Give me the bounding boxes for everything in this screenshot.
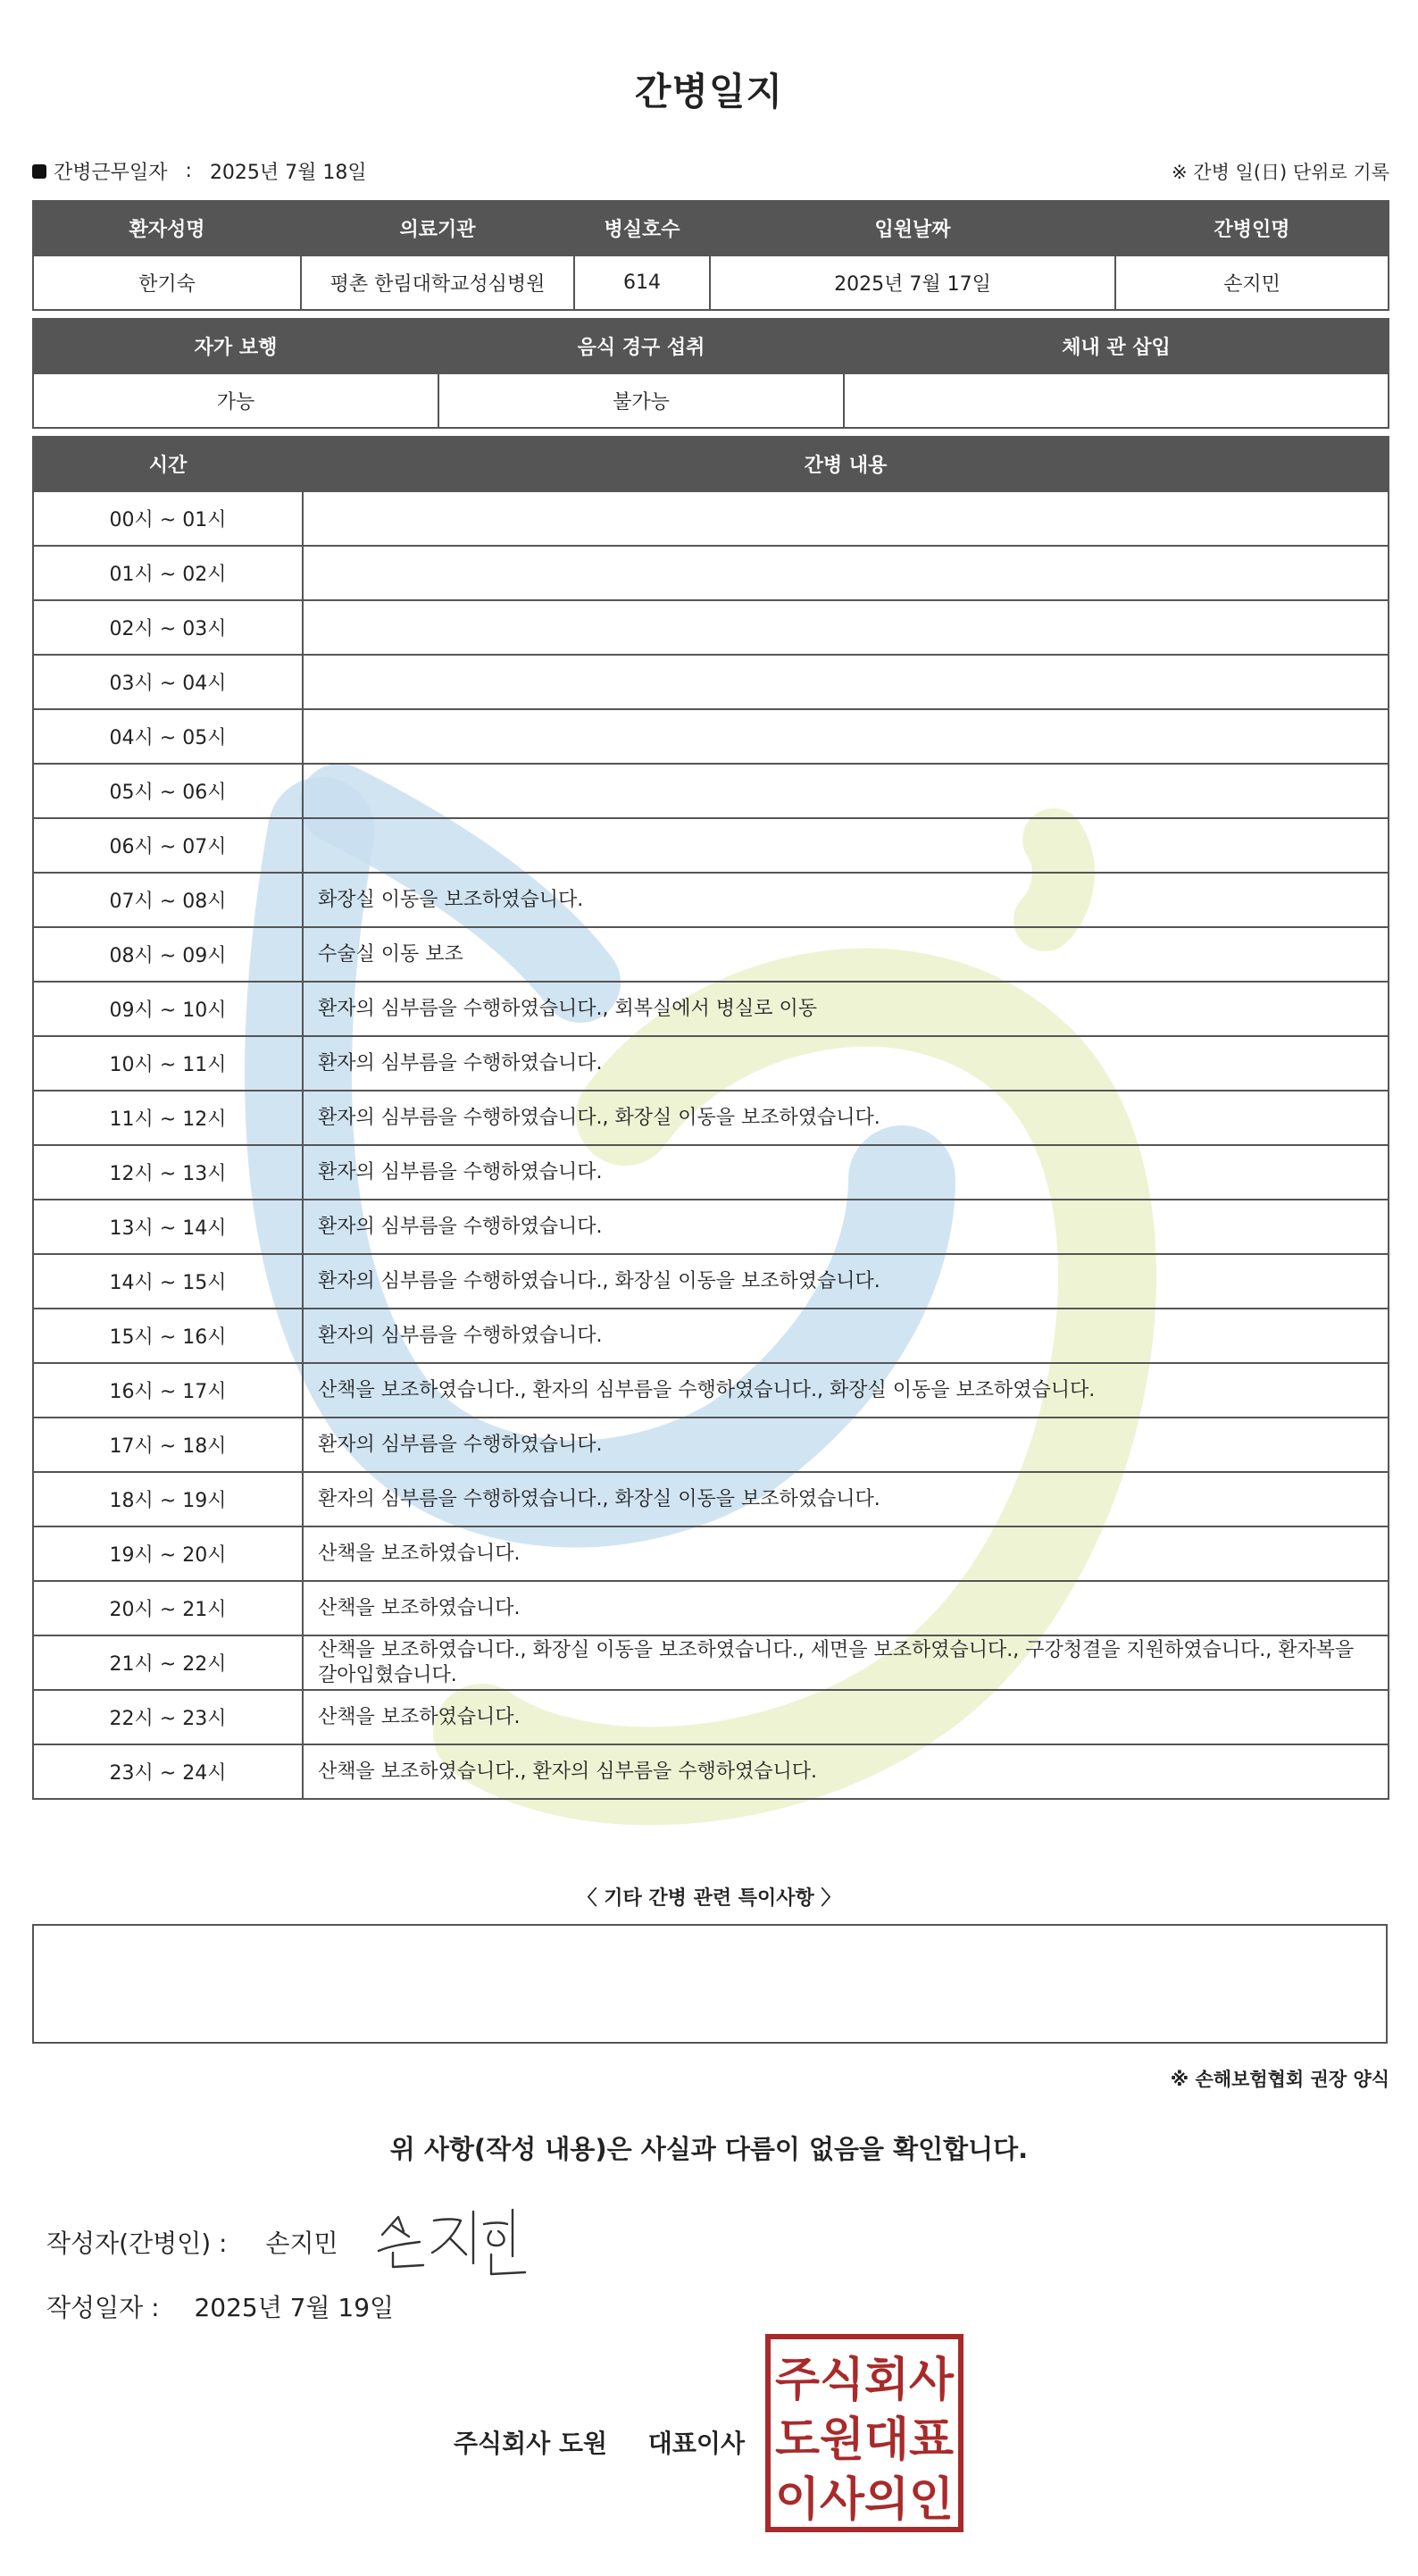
log-time: 05시 ~ 06시	[33, 764, 303, 818]
patient-status-table	[32, 318, 1389, 429]
table-row	[33, 491, 1389, 546]
table-row	[33, 927, 1389, 982]
company-name: 주식회사 도원	[454, 2429, 608, 2458]
table-row	[33, 546, 1389, 600]
log-content: 환자의 심부름을 수행하였습니다.	[303, 1200, 1389, 1254]
log-content	[303, 546, 1389, 600]
log-content: 환자의 심부름을 수행하였습니다., 화장실 이동을 보조하였습니다.	[303, 1091, 1389, 1145]
log-time: 23시 ~ 24시	[33, 1744, 303, 1799]
log-time: 20시 ~ 21시	[33, 1581, 303, 1635]
self-walking-value: 가능	[33, 373, 438, 428]
log-time: 10시 ~ 11시	[33, 1036, 303, 1091]
log-content: 환자의 심부름을 수행하였습니다.	[303, 1036, 1389, 1091]
log-content	[303, 655, 1389, 709]
log-content: 환자의 심부름을 수행하였습니다.	[303, 1418, 1389, 1472]
header-admission-date: 입원날짜	[710, 201, 1115, 255]
log-time: 18시 ~ 19시	[33, 1472, 303, 1526]
log-time: 13시 ~ 14시	[33, 1200, 303, 1254]
log-time: 03시 ~ 04시	[33, 655, 303, 709]
table-row	[33, 1200, 1389, 1254]
written-date-label: 작성일자 :	[46, 2293, 160, 2322]
table-row	[33, 1091, 1389, 1145]
admission-date: 2025년 7월 17일	[710, 255, 1115, 310]
log-content	[303, 600, 1389, 655]
bullet-square-icon	[32, 164, 46, 179]
oral-intake-value: 불가능	[438, 373, 844, 428]
log-time: 17시 ~ 18시	[33, 1418, 303, 1472]
care-log-body	[33, 491, 1389, 1799]
header-room: 병실호수	[574, 201, 710, 255]
table-row	[33, 1363, 1389, 1418]
table-row	[33, 982, 1389, 1036]
log-time: 21시 ~ 22시	[33, 1635, 303, 1690]
log-time: 00시 ~ 01시	[33, 491, 303, 546]
log-content: 환자의 심부름을 수행하였습니다., 화장실 이동을 보조하였습니다.	[303, 1472, 1389, 1526]
header-self-walking: 자가 보행	[33, 319, 438, 373]
log-content: 산책을 보조하였습니다., 환자의 심부름을 수행하였습니다.	[303, 1744, 1389, 1799]
log-content	[303, 764, 1389, 818]
company-seal	[764, 2333, 964, 2533]
table-row	[33, 1472, 1389, 1526]
table-row	[33, 873, 1389, 927]
table-row	[33, 1254, 1389, 1309]
seal-line-1: 주식회사	[775, 2354, 955, 2407]
table-row	[33, 255, 1389, 310]
table-row	[33, 1145, 1389, 1200]
log-time: 11시 ~ 12시	[33, 1091, 303, 1145]
header-time: 시간	[33, 437, 303, 491]
log-content: 산책을 보조하였습니다., 화장실 이동을 보조하였습니다., 세면을 보조하였습니다., 구강청결을 지원하였습니다., 환자복을 갈아입혔습니다.	[303, 1635, 1389, 1690]
log-content: 화장실 이동을 보조하였습니다.	[303, 873, 1389, 927]
table-header-row	[33, 319, 1389, 373]
company-line	[454, 2424, 745, 2460]
log-content: 수술실 이동 보조	[303, 927, 1389, 982]
work-day	[32, 157, 367, 185]
table-header-row	[33, 201, 1389, 255]
log-content	[303, 491, 1389, 546]
writer-label: 작성자(간병인) :	[46, 2229, 228, 2258]
work-day-value: 2025년 7월 18일	[209, 162, 367, 184]
remarks-title: 〈 기타 간병 관련 특이사항 〉	[577, 1887, 841, 1910]
log-time: 19시 ~ 20시	[33, 1526, 303, 1581]
table-row	[33, 764, 1389, 818]
company-title: 대표이사	[647, 2429, 745, 2458]
log-time: 08시 ~ 09시	[33, 927, 303, 982]
care-log-table	[32, 436, 1389, 1800]
table-row	[33, 1744, 1389, 1799]
caregiver-name: 손지민	[1115, 255, 1389, 310]
unit-note: ※ 간병 일(日) 단위로 기록	[1172, 162, 1389, 183]
table-header-row	[33, 437, 1389, 491]
table-row	[33, 1690, 1389, 1744]
remarks-content	[34, 1926, 1386, 1954]
written-date-line	[46, 2288, 394, 2324]
log-time: 01시 ~ 02시	[33, 546, 303, 600]
header-tube-insertion: 체내 관 삽입	[844, 319, 1389, 373]
table-row	[33, 600, 1389, 655]
handwritten-signature	[373, 2197, 534, 2278]
page-title: 간병일지	[634, 70, 784, 113]
log-content: 환자의 심부름을 수행하였습니다., 화장실 이동을 보조하였습니다.	[303, 1254, 1389, 1309]
log-time: 02시 ~ 03시	[33, 600, 303, 655]
table-row	[33, 655, 1389, 709]
table-row	[33, 1581, 1389, 1635]
table-row	[33, 1309, 1389, 1363]
table-row	[33, 709, 1389, 764]
log-time: 12시 ~ 13시	[33, 1145, 303, 1200]
log-time: 06시 ~ 07시	[33, 818, 303, 873]
tube-insertion-value	[844, 373, 1389, 428]
log-content: 산책을 보조하였습니다.	[303, 1581, 1389, 1635]
log-content	[303, 709, 1389, 764]
log-time: 07시 ~ 08시	[33, 873, 303, 927]
log-time: 22시 ~ 23시	[33, 1690, 303, 1744]
header-care-content: 간병 내용	[303, 437, 1389, 491]
table-row	[33, 373, 1389, 428]
header-oral-intake: 음식 경구 섭취	[438, 319, 844, 373]
log-time: 04시 ~ 05시	[33, 709, 303, 764]
work-day-label: 간병근무일자	[54, 162, 168, 184]
patient-name: 한기숙	[33, 255, 301, 310]
room-number: 614	[574, 255, 710, 310]
log-time: 15시 ~ 16시	[33, 1309, 303, 1363]
header-caregiver-name: 간병인명	[1115, 201, 1389, 255]
writer-line	[46, 2224, 338, 2260]
hospital-name: 평촌 한림대학교성심병원	[301, 255, 574, 310]
log-content: 환자의 심부름을 수행하였습니다.	[303, 1309, 1389, 1363]
log-time: 14시 ~ 15시	[33, 1254, 303, 1309]
association-note: ※ 손해보험협회 권장 양식	[1170, 2069, 1389, 2090]
seal-line-2: 도원대표	[775, 2413, 954, 2467]
writer-name: 손지민	[265, 2229, 338, 2258]
table-row	[33, 1418, 1389, 1472]
header-hospital: 의료기관	[301, 201, 574, 255]
log-content: 환자의 심부름을 수행하였습니다., 회복실에서 병실로 이동	[303, 982, 1389, 1036]
log-content: 산책을 보조하였습니다., 환자의 심부름을 수행하였습니다., 화장실 이동을 보조하였습니다.	[303, 1363, 1389, 1418]
seal-line-3: 이사의인	[775, 2473, 954, 2527]
log-content	[303, 818, 1389, 873]
log-time: 16시 ~ 17시	[33, 1363, 303, 1418]
log-time: 09시 ~ 10시	[33, 982, 303, 1036]
log-content: 환자의 심부름을 수행하였습니다.	[303, 1145, 1389, 1200]
patient-info-table	[32, 200, 1389, 311]
table-row	[33, 1036, 1389, 1091]
remarks-box	[32, 1924, 1388, 2044]
log-content: 산책을 보조하였습니다.	[303, 1526, 1389, 1581]
confirmation-statement: 위 사항(작성 내용)은 사실과 다름이 없음을 확인합니다.	[389, 2134, 1029, 2164]
table-row	[33, 818, 1389, 873]
written-date-value: 2025년 7월 19일	[194, 2293, 395, 2322]
log-content: 산책을 보조하였습니다.	[303, 1690, 1389, 1744]
table-row	[33, 1526, 1389, 1581]
work-day-separator: :	[185, 160, 192, 182]
table-row	[33, 1635, 1389, 1690]
header-patient-name: 환자성명	[33, 201, 301, 255]
